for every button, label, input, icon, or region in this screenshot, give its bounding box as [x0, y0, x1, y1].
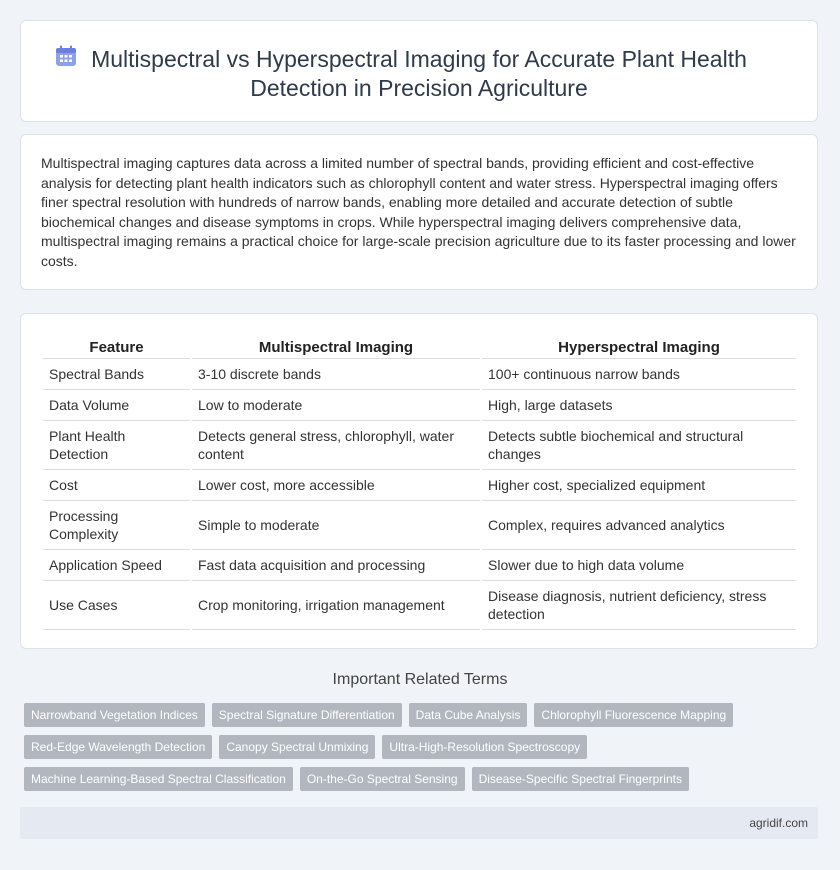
site-name[interactable]: agridif.com [749, 816, 808, 830]
intro-card [20, 134, 818, 290]
table-cell: Lower cost, more accessible [192, 470, 480, 501]
related-term-tag[interactable]: Disease-Specific Spectral Fingerprints [472, 767, 689, 791]
table-cell: Crop monitoring, irrigation management [192, 581, 480, 630]
table-row [43, 421, 796, 470]
related-term-tag[interactable]: Ultra-High-Resolution Spectroscopy [382, 735, 587, 759]
tag-row [24, 735, 824, 759]
table-cell: Higher cost, specialized equipment [482, 470, 796, 501]
table-header-row [43, 334, 796, 359]
table-cell: Detects general stress, chlorophyll, water content [192, 421, 480, 470]
related-term-tag[interactable]: Machine Learning-Based Spectral Classification [24, 767, 293, 791]
table-cell: Processing Complexity [43, 501, 190, 550]
table-cell: Spectral Bands [43, 359, 190, 390]
table-row [43, 581, 796, 630]
table-row [43, 470, 796, 501]
related-term-tag[interactable]: Chlorophyll Fluorescence Mapping [534, 703, 733, 727]
footer [20, 807, 818, 839]
related-term-tag[interactable]: Red-Edge Wavelength Detection [24, 735, 212, 759]
table-cell: Fast data acquisition and processing [192, 550, 480, 581]
page-title: Multispectral vs Hyperspectral Imaging for Accurate Plant Health Detection in Precision Agriculture [91, 46, 747, 101]
related-terms-heading: Important Related Terms [332, 671, 508, 688]
title-card [20, 20, 818, 122]
table-cell: 3-10 discrete bands [192, 359, 480, 390]
related-term-tag[interactable]: Narrowband Vegetation Indices [24, 703, 205, 727]
table-cell: Use Cases [43, 581, 190, 630]
table-cell: Detects subtle biochemical and structural changes [482, 421, 796, 470]
related-terms-list [24, 703, 824, 799]
related-term-tag[interactable]: Canopy Spectral Unmixing [219, 735, 375, 759]
table-cell: 100+ continuous narrow bands [482, 359, 796, 390]
comparison-card [20, 313, 818, 649]
tag-row [24, 703, 824, 727]
comparison-table [41, 334, 798, 630]
table-cell: Application Speed [43, 550, 190, 581]
table-row [43, 390, 796, 421]
column-header: Multispectral Imaging [192, 334, 480, 359]
related-term-tag[interactable]: Data Cube Analysis [409, 703, 528, 727]
table-row [43, 501, 796, 550]
table-cell: High, large datasets [482, 390, 796, 421]
related-term-tag[interactable]: Spectral Signature Differentiation [212, 703, 402, 727]
table-cell: Disease diagnosis, nutrient deficiency, stress detection [482, 581, 796, 630]
table-cell: Data Volume [43, 390, 190, 421]
column-header: Hyperspectral Imaging [482, 334, 796, 359]
table-row [43, 550, 796, 581]
column-header: Feature [43, 334, 190, 359]
related-term-tag[interactable]: On-the-Go Spectral Sensing [300, 767, 465, 791]
intro-paragraph: Multispectral imaging captures data across a limited number of spectral bands, providing efficient and cost-effective analysis for detecting plant health indicators such as chlorophyll content and water stress. Hyperspectral imaging offers finer spectral resolution with hundreds of narrow bands, enabling more detailed and accurate detection of subtle biochemical changes and disease symptoms in crops. While hyperspectral imaging delivers comprehensive data, multispectral imaging remains a practical choice for large-scale precision agriculture due to its faster processing and lower costs. [41, 155, 796, 269]
tag-row [24, 767, 824, 791]
table-cell: Plant Health Detection [43, 421, 190, 470]
table-cell: Cost [43, 470, 190, 501]
table-cell: Slower due to high data volume [482, 550, 796, 581]
table-row [43, 359, 796, 390]
table-cell: Simple to moderate [192, 501, 480, 550]
table-cell: Low to moderate [192, 390, 480, 421]
table-cell: Complex, requires advanced analytics [482, 501, 796, 550]
